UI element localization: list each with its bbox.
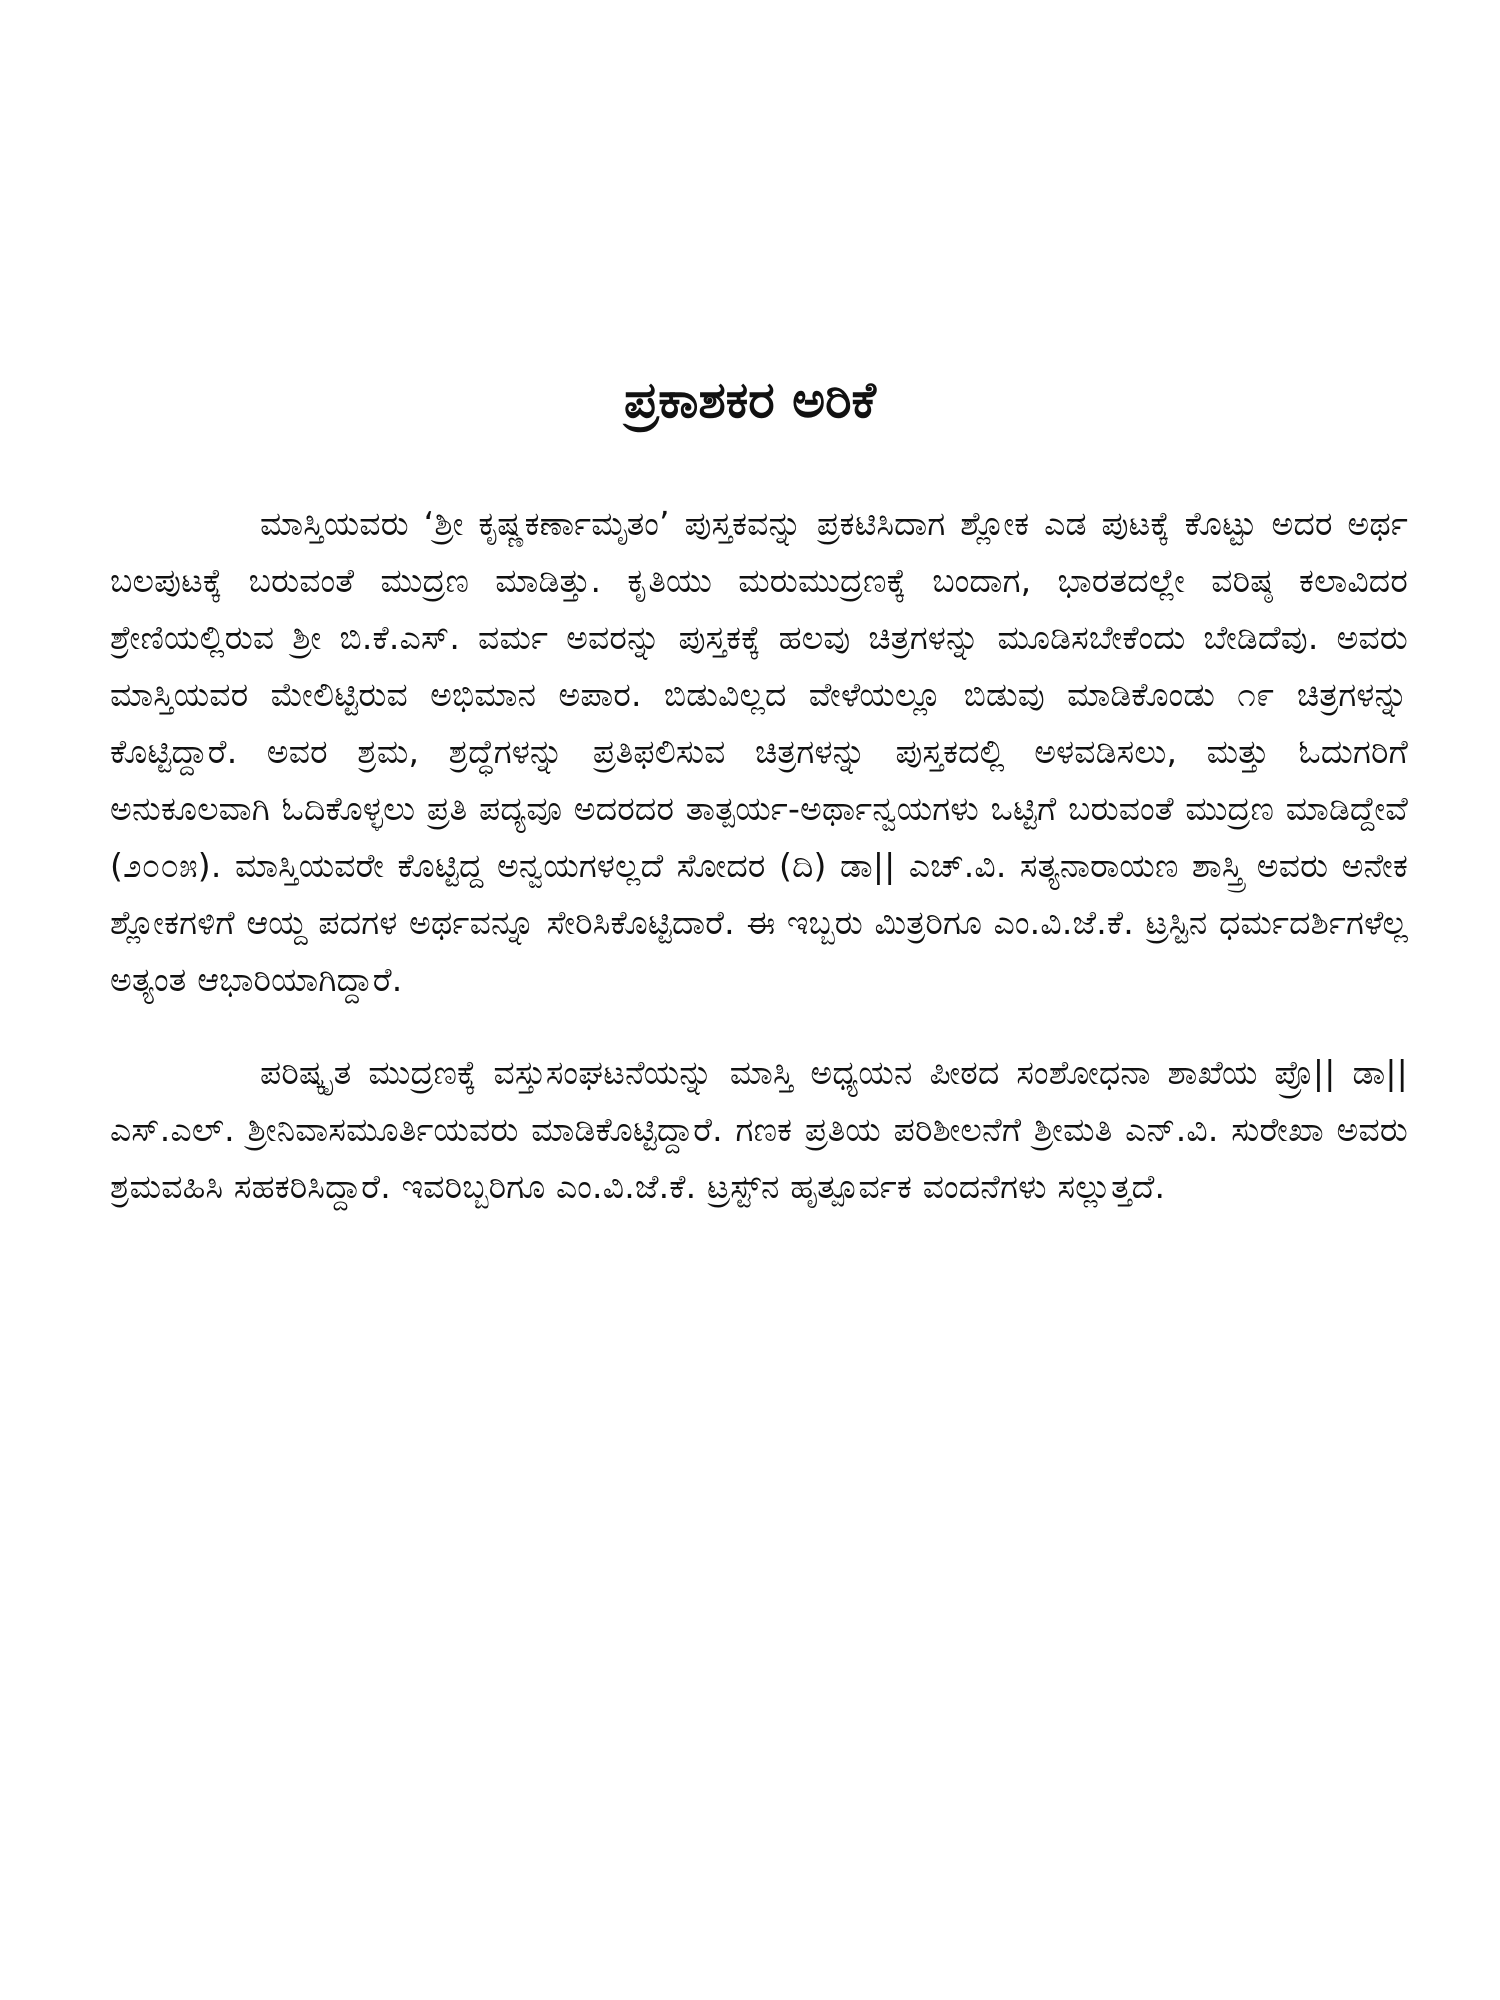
paragraph-2: ಪರಿಷ್ಕೃತ ಮುದ್ರಣಕ್ಕೆ ವಸ್ತುಸಂಘಟನೆಯನ್ನು ಮಾಸ್ತಿ ಅಧ್ಯಯನ ಪೀಠದ ಸಂಶೋಧನಾ ಶಾಖೆಯ ಪ್ರೊ|| ಡಾ|| ಎಸ್.ಎಲ್. ಶ್ರೀನಿವಾಸಮೂರ್ತಿಯವರು ಮಾಡಿಕೊಟ್ಟಿದ್ದಾರೆ. ಗಣಕ ಪ್ರತಿಯ ಪರಿಶೀಲನೆಗೆ ಶ್ರೀಮತಿ ಎನ್.ವಿ. ಸುರೇಖಾ ಅವರು ಶ್ರಮವಹಿಸಿ ಸಹಕರಿಸಿದ್ದಾರೆ. ಇವರಿಬ್ಬರಿಗೂ ಎಂ.ವಿ.ಜೆ.ಕೆ. ಟ್ರಸ್ಟ್‌ನ ಹೃತ್ಪೂರ್ವಕ ವಂದನೆಗಳು ಸಲ್ಲುತ್ತದೆ. [110,1053,1408,1206]
document-body [110,495,1408,1215]
page-title: ಪ್ರಕಾಶಕರ ಅರಿಕೆ [623,371,876,429]
paragraph-1: ಮಾಸ್ತಿಯವರು ‘ಶ್ರೀ ಕೃಷ್ಣಕರ್ಣಾಮೃತಂ’ ಪುಸ್ತಕವನ್ನು ಪ್ರಕಟಿಸಿದಾಗ ಶ್ಲೋಕ ಎಡ ಪುಟಕ್ಕೆ ಕೊಟ್ಟು ಅದರ ಅರ್ಥ ಬಲಪುಟಕ್ಕೆ ಬರುವಂತೆ ಮುದ್ರಣ ಮಾಡಿತ್ತು. ಕೃತಿಯು ಮರುಮುದ್ರಣಕ್ಕೆ ಬಂದಾಗ, ಭಾರತದಲ್ಲೇ ವರಿಷ್ಠ ಕಲಾವಿದರ ಶ್ರೇಣಿಯಲ್ಲಿರುವ ಶ್ರೀ ಬಿ.ಕೆ.ಎಸ್. ವರ್ಮ ಅವರನ್ನು ಪುಸ್ತಕಕ್ಕೆ ಹಲವು ಚಿತ್ರಗಳನ್ನು ಮೂಡಿಸಬೇಕೆಂದು ಬೇಡಿದೆವು. ಅವರು ಮಾಸ್ತಿಯವರ ಮೇಲಿಟ್ಟಿರುವ ಅಭಿಮಾನ ಅಪಾರ. ಬಿಡುವಿಲ್ಲದ ವೇಳೆಯಲ್ಲೂ ಬಿಡುವು ಮಾಡಿಕೊಂಡು ೧೯ ಚಿತ್ರಗಳನ್ನು ಕೊಟ್ಟಿದ್ದಾರೆ. ಅವರ ಶ್ರಮ, ಶ್ರದ್ಧೆಗಳನ್ನು ಪ್ರತಿಫಲಿಸುವ ಚಿತ್ರಗಳನ್ನು ಪುಸ್ತಕದಲ್ಲಿ ಅಳವಡಿಸಲು, ಮತ್ತು ಓದುಗರಿಗೆ ಅನುಕೂಲವಾಗಿ ಓದಿಕೊಳ್ಳಲು ಪ್ರತಿ ಪದ್ಯವೂ ಅದರದರ ತಾತ್ಪರ್ಯ-ಅರ್ಥಾನ್ವಯಗಳು ಒಟ್ಟಿಗೆ ಬರುವಂತೆ ಮುದ್ರಣ ಮಾಡಿದ್ದೇವೆ (೨೦೦೫). ಮಾಸ್ತಿಯವರೇ ಕೊಟ್ಟಿದ್ದ ಅನ್ವಯಗಳಲ್ಲದೆ ಸೋದರ (ದಿ) ಡಾ|| ಎಚ್.ವಿ. ಸತ್ಯನಾರಾಯಣ ಶಾಸ್ತ್ರಿ ಅವರು ಅನೇಕ ಶ್ಲೋಕಗಳಿಗೆ ಆಯ್ದ ಪದಗಳ ಅರ್ಥವನ್ನೂ ಸೇರಿಸಿಕೊಟ್ಟಿದಾರೆ. ಈ ಇಬ್ಬರು ಮಿತ್ರರಿಗೂ ಎಂ.ವಿ.ಜೆ.ಕೆ. ಟ್ರಸ್ಟಿನ ಧರ್ಮದರ್ಶಿಗಳೆಲ್ಲ ಅತ್ಯಂತ ಆಭಾರಿಯಾಗಿದ್ದಾರೆ. [110,504,1408,999]
